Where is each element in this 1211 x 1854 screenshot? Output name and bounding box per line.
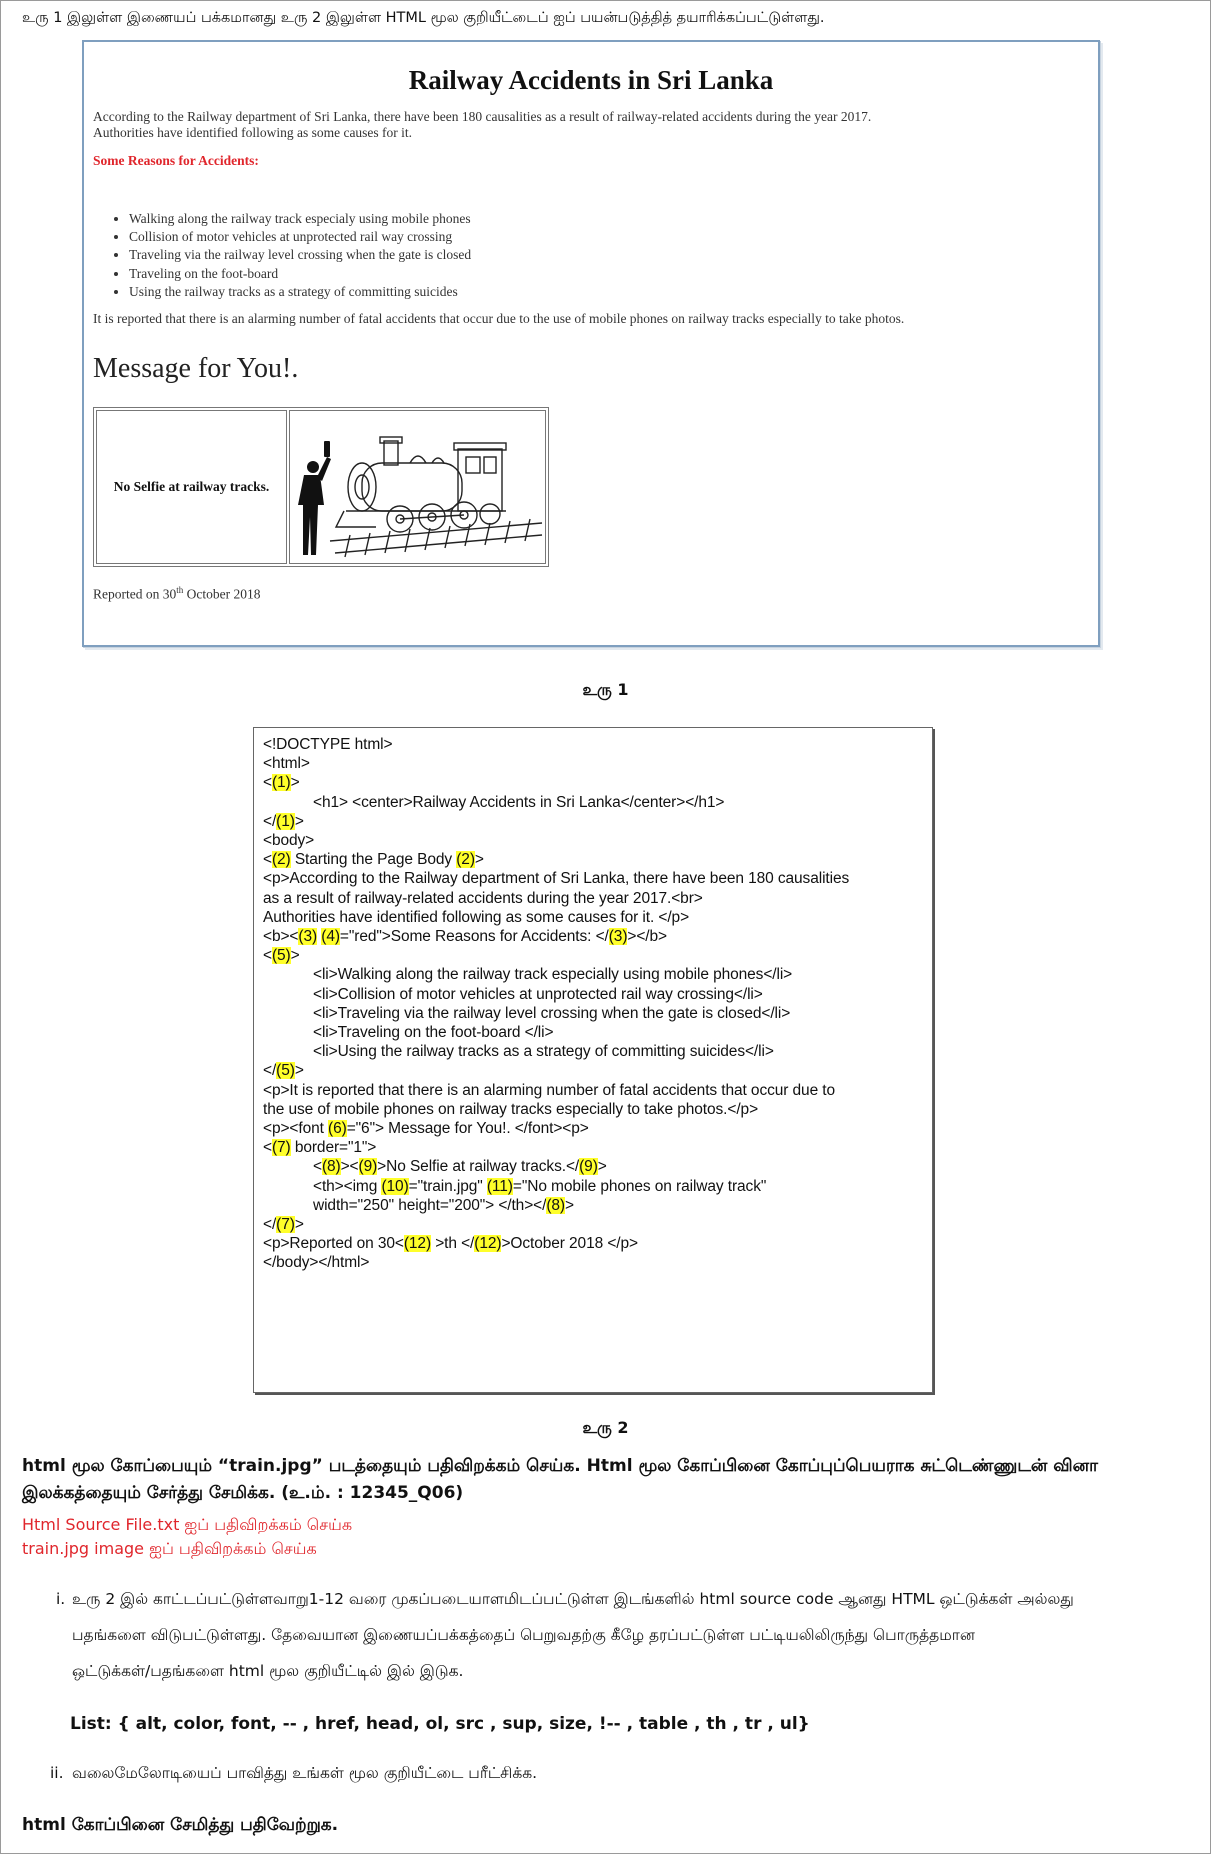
train-drawing-icon <box>290 411 545 563</box>
code-segment: <p>According to the Railway department of Sri Lanka, there have been 180 causalities <box>263 870 850 888</box>
instruction-line2: இலக்கத்தையும் சேர்த்து சேமிக்க. (உ.ம். : 12345_Q06) <box>22 1483 464 1503</box>
code-segment: width="250" height="200"> </th></ <box>313 1196 547 1214</box>
code-segment: </ <box>263 1216 277 1233</box>
code-line <box>263 813 304 831</box>
blank-marker: (8) <box>546 1196 565 1214</box>
code-segment: <li>Using the railway tracks as a strategy of committing suicides</li> <box>313 1043 774 1061</box>
code-segment: > <box>294 1216 304 1233</box>
code-line <box>263 890 703 908</box>
code-line <box>263 755 310 773</box>
code-segment: < <box>313 1158 322 1176</box>
code-segment: >No Selfie at railway tracks.</ <box>377 1158 580 1176</box>
question1-line3: ஒட்டுக்கள்/பதங்களை html மூல குறியீட்டில் இல் இடுக. <box>72 1662 464 1680</box>
code-line <box>313 1043 774 1061</box>
figure2-source-code <box>253 727 933 1393</box>
code-line <box>263 1062 304 1080</box>
code-segment: <h1> <center>Railway Accidents in Sri Lanka</center></h1> <box>313 793 725 811</box>
code-line <box>263 909 689 927</box>
webpage-para1-line2: Authorities have identified following as some causes for it. <box>93 125 413 140</box>
code-line <box>263 774 300 792</box>
code-segment: > <box>294 1062 304 1080</box>
code-segment: border="1"> <box>290 1139 377 1157</box>
code-segment: ></b> <box>627 928 667 945</box>
code-segment: the use of mobile phones on railway tracks especially to take photos.</p> <box>263 1100 759 1118</box>
blank-marker: (3) <box>608 928 628 945</box>
code-segment: < <box>263 1139 272 1157</box>
code-line <box>263 928 667 946</box>
blank-marker: (9) <box>579 1158 598 1176</box>
webpage-para2: It is reported that there is an alarming number of fatal accidents that occur due to the use of mobile phones on railway tracks especially to take photos. <box>93 311 905 326</box>
blank-marker: (5) <box>271 947 291 965</box>
code-line <box>263 870 849 888</box>
code-segment: > <box>564 1196 574 1214</box>
code-segment: ="6"> Message for You!. </font><p> <box>346 1120 589 1137</box>
final-instruction: html கோப்பினை சேமித்து பதிவேற்றுக. <box>22 1815 339 1835</box>
code-segment: </ <box>263 1062 277 1080</box>
list-item: • Traveling via the railway level crossing when the gate is closed <box>129 246 471 264</box>
list-item: • Traveling on the foot-board <box>129 265 471 283</box>
blank-marker: (4) <box>321 928 340 945</box>
list-item: • Walking along the railway track especialy using mobile phones <box>129 210 471 228</box>
webpage-title: Railway Accidents in Sri Lanka <box>408 65 774 95</box>
tag-list: List: { alt, color, font, -- , href, head, ol, src , sup, size, !-- , table , th , tr , ul} <box>70 1714 810 1734</box>
date-suffix: October 2018 <box>183 586 261 602</box>
blank-marker: (10) <box>381 1177 409 1195</box>
code-segment: > <box>294 812 304 830</box>
code-segment: </body></html> <box>263 1254 370 1272</box>
code-segment: </ <box>263 812 277 830</box>
code-segment: >< <box>340 1158 359 1176</box>
blank-marker: (12) <box>403 1235 432 1253</box>
webpage-reason-list <box>112 210 471 301</box>
code-line <box>313 986 763 1004</box>
code-line <box>263 947 300 965</box>
code-segment: > <box>597 1158 607 1176</box>
code-segment: Authorities have identified following as some causes for it. </p> <box>263 908 690 926</box>
code-segment: >th </ <box>431 1235 475 1253</box>
code-segment: <p>Reported on 30< <box>263 1235 404 1253</box>
code-line <box>263 1120 589 1138</box>
code-line <box>313 1005 790 1023</box>
code-segment: ="red">Some Reasons for Accidents: </ <box>339 928 609 945</box>
list-item: • Collision of motor vehicles at unprotected rail way crossing <box>129 228 471 246</box>
question1-line2: பதங்களை விடுபட்டுள்ளது. தேவையான இணையப்பக்கத்தைப் பெறுவதற்கு கீழே தரப்பட்டுள்ள பட்டியலிலிருந்து பொருத்தமான <box>72 1626 975 1644</box>
code-line <box>263 832 314 850</box>
intro-text: உரு 1 இலுள்ள இணையப் பக்கமானது உரு 2 இலுள்ள HTML மூல குறியீட்டைப் ஐப் பயன்படுத்தித் தயாரிக்கப்பட்டுள்ளது. <box>22 10 825 26</box>
blank-marker: (12) <box>474 1235 502 1253</box>
date-prefix: Reported on 30 <box>93 586 177 602</box>
question2-text: வலைமேலோடியைப் பாவித்து உங்கள் மூல குறியீட்டை பரீட்சிக்க. <box>72 1764 538 1782</box>
question1-line1: உரு 2 இல் காட்டப்பட்டுள்ளவாறு1-12 வரை முகப்படையாளமிடப்பட்டுள்ள இடங்களில் html source code ஆனது HTML ஒட்டுக்கள் அல்லது <box>72 1590 1074 1608</box>
blank-marker: (9) <box>358 1158 378 1176</box>
blank-marker: (2) <box>456 851 475 869</box>
code-line <box>313 794 724 812</box>
code-line <box>313 966 792 984</box>
blank-marker: (2) <box>271 851 291 869</box>
code-segment: ="train.jpg" <box>408 1177 487 1195</box>
code-line <box>313 1178 766 1196</box>
blank-marker: (5) <box>276 1062 295 1080</box>
blank-marker: (6) <box>328 1120 347 1137</box>
blank-marker: (8) <box>321 1158 341 1176</box>
code-segment: <li>Traveling via the railway level crossing when the gate is closed</li> <box>313 1004 791 1022</box>
code-segment: <p><font <box>263 1120 329 1137</box>
question1-label: i. <box>56 1590 66 1608</box>
code-segment: <b>< <box>263 928 299 945</box>
webpage-para1-line1: According to the Railway department of Sri Lanka, there have been 180 causalities as a result of railway-related accidents during the year 2017. <box>93 109 872 124</box>
code-segment: > <box>474 851 484 869</box>
code-segment: > <box>290 774 300 792</box>
code-segment: ="No mobile phones on railway track" <box>512 1177 767 1195</box>
instruction-line1: html மூல கோப்பையும் “train.jpg” படத்தையும் பதிவிறக்கம் செய்க. Html மூல கோப்பினை கோப்புப்பெயராக சுட்டெண்ணுடன் வினா <box>22 1456 1098 1476</box>
code-line <box>263 736 392 754</box>
code-segment: <body> <box>263 832 315 849</box>
list-item: • Using the railway tracks as a strategy of committing suicides <box>129 283 471 301</box>
code-line <box>263 1235 638 1253</box>
table-cell-text: No Selfie at railway tracks. <box>96 410 287 564</box>
download-html-link[interactable]: Html Source File.txt ஐப் பதிவிறக்கம் செய்க <box>22 1515 353 1534</box>
blank-marker: (7) <box>276 1216 295 1233</box>
code-line <box>313 1024 553 1042</box>
webpage-table <box>93 407 549 567</box>
question2-label: ii. <box>50 1764 64 1782</box>
code-segment: < <box>263 851 272 869</box>
blank-marker: (1) <box>276 812 295 830</box>
code-segment: <html> <box>263 755 310 773</box>
code-segment: <li>Traveling on the foot-board </li> <box>313 1024 554 1041</box>
blank-marker: (7) <box>271 1139 291 1157</box>
code-segment: as a result of railway-related accidents during the year 2017.<br> <box>263 889 703 907</box>
code-line <box>263 851 484 869</box>
blank-marker: (11) <box>486 1177 513 1195</box>
webpage-red-heading: Some Reasons for Accidents: <box>93 153 259 168</box>
code-segment: <th><img <box>313 1177 382 1195</box>
webpage-report-date <box>93 585 261 603</box>
code-line <box>263 1082 835 1100</box>
code-line <box>263 1254 369 1272</box>
code-segment: <li>Collision of motor vehicles at unprotected rail way crossing</li> <box>313 985 763 1003</box>
code-segment: < <box>263 774 272 792</box>
code-segment: >October 2018 </p> <box>501 1235 638 1253</box>
figure1-caption: உரு 1 <box>582 680 629 699</box>
code-line <box>263 1216 304 1234</box>
blank-marker: (3) <box>298 928 318 945</box>
code-segment: <!DOCTYPE html> <box>263 736 393 753</box>
code-line <box>263 1139 376 1157</box>
instruction-text <box>22 1453 1182 1507</box>
code-line <box>313 1158 607 1176</box>
code-segment: > <box>290 947 300 965</box>
figure1-webpage-screenshot <box>82 40 1100 647</box>
code-segment: Starting the Page Body <box>290 851 457 869</box>
code-segment: < <box>263 947 272 965</box>
download-image-link[interactable]: train.jpg image ஐப் பதிவிறக்கம் செய்க <box>22 1539 317 1558</box>
figure2-caption: உரு 2 <box>582 1418 629 1437</box>
code-segment: <p>It is reported that there is an alarming number of fatal accidents that occur due to <box>263 1081 836 1099</box>
blank-marker: (1) <box>271 774 291 792</box>
train-image <box>289 410 546 564</box>
date-sup: th <box>176 585 184 595</box>
code-line <box>263 1101 758 1119</box>
code-line <box>313 1197 574 1215</box>
code-segment: <li>Walking along the railway track especially using mobile phones</li> <box>313 966 793 984</box>
webpage-message-heading: Message for You!. <box>93 353 299 384</box>
